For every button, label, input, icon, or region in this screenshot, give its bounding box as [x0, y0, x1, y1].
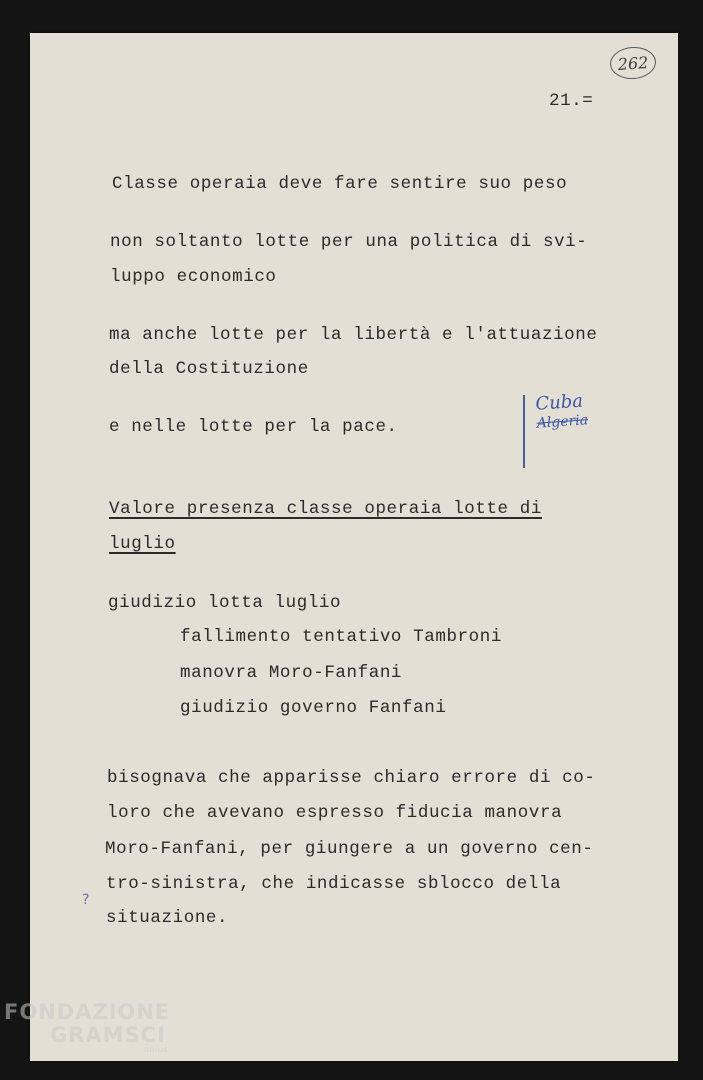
watermark-line: FONDAZIONE [4, 1000, 171, 1024]
text-line: non soltanto lotte per una politica di svi- [110, 232, 588, 252]
section-heading: Valore presenza classe operaia lotte di [109, 499, 542, 519]
indented-line: manovra Moro-Fanfani [180, 663, 403, 683]
text-line: giudizio lotta luglio [108, 593, 342, 613]
watermark-line: onlus [144, 1045, 168, 1055]
text-line: loro che avevano espresso fiducia manovra [107, 803, 563, 823]
margin-line [523, 395, 525, 468]
archive-number: 262 [617, 52, 649, 74]
handwritten-note [535, 391, 589, 431]
text-line: Moro-Fanfani, per giungere a un governo cen- [105, 839, 594, 859]
pencil-mark: ? [82, 892, 90, 908]
handwritten-word: Algeria [536, 411, 589, 432]
page-number: 21.= [549, 91, 594, 111]
text-line: Classe operaia deve fare sentire suo peso [112, 174, 568, 194]
text-line: ma anche lotte per la libertà e l'attuazione [109, 325, 598, 345]
text-line: luppo economico [110, 267, 277, 287]
handwritten-word: Cuba [534, 390, 584, 415]
text-line: situazione. [106, 908, 229, 928]
text-line: della Costituzione [109, 359, 309, 379]
text-line: e nelle lotte per la pace. [109, 417, 398, 437]
section-heading: luglio [109, 534, 176, 554]
watermark-line: GRAMSCI [50, 1023, 166, 1048]
text-line: bisognava che apparisse chiaro errore di co- [107, 768, 596, 788]
indented-line: fallimento tentativo Tambroni [180, 627, 502, 647]
indented-line: giudizio governo Fanfani [180, 698, 447, 718]
text-line: tro-sinistra, che indicasse sblocco della [106, 874, 562, 894]
watermark-logo [4, 1001, 170, 1054]
